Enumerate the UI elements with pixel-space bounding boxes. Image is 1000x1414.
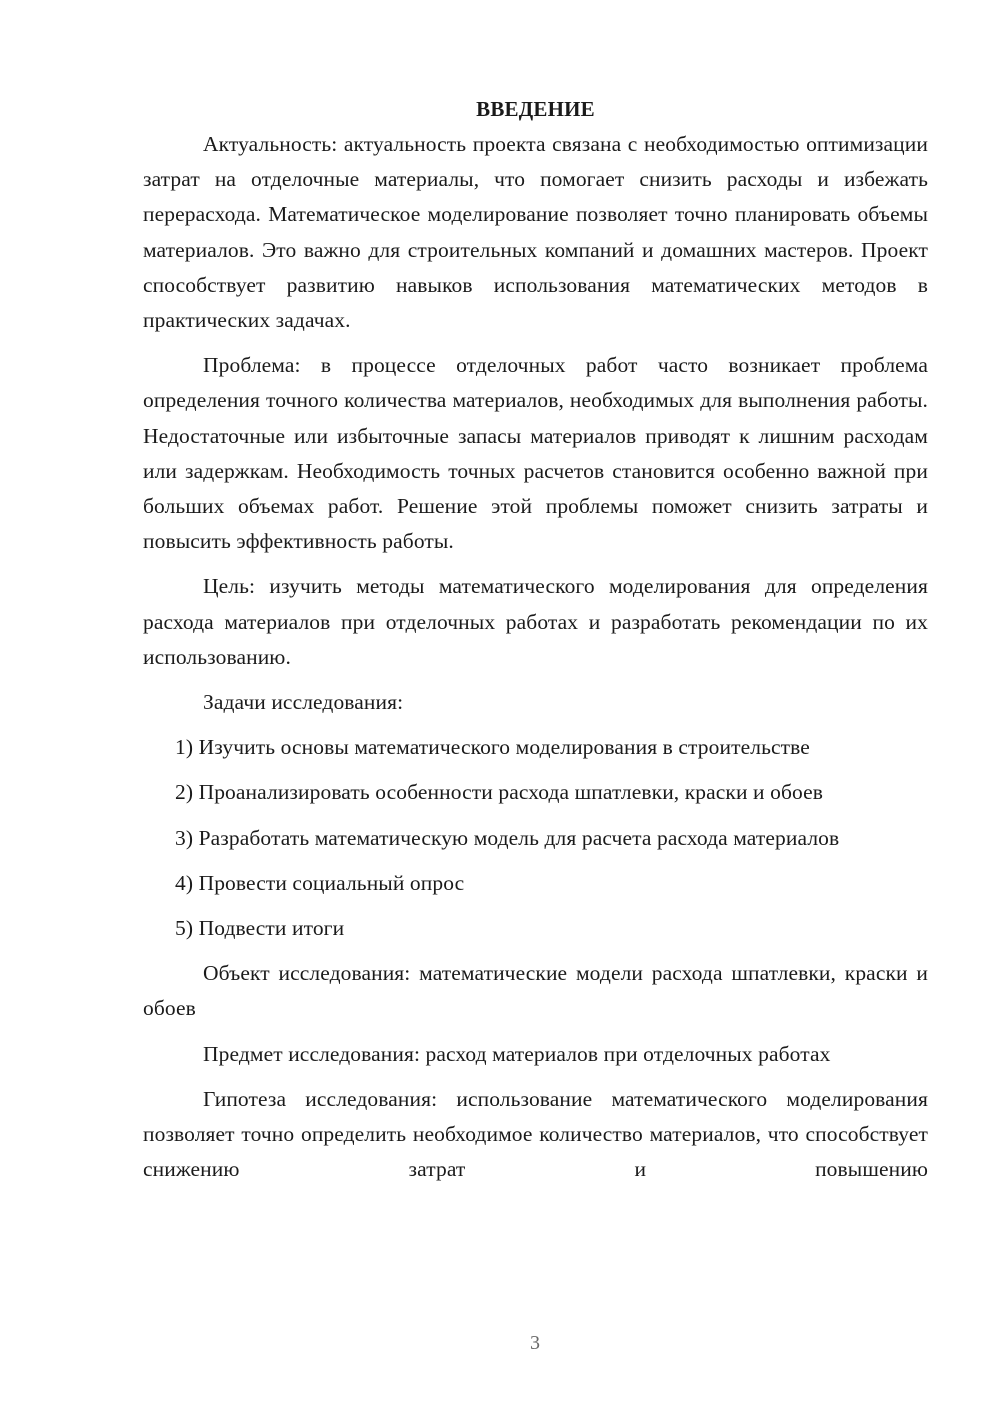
paragraph-subject: Предмет исследования: расход материалов при отделочных работах xyxy=(203,1041,831,1066)
document-page xyxy=(143,92,928,1197)
paragraph-actuality: Актуальность: актуальность проекта связана с необходимостью оптимизации затрат на отделочные материалы, что помогает снизить расходы и избежать перерасхода. Математическое моделирование позволяет точно планировать объемы материалов. Это важно для строительных компаний и домашних мастеров. Проект способствует развитию навыков использования математических методов в практических задачах. xyxy=(143,132,928,333)
section-heading: ВВЕДЕНИЕ xyxy=(476,97,595,121)
paragraph-tasks-intro: Задачи исследования: xyxy=(203,690,404,715)
task-item-5: 5) Подвести итоги xyxy=(175,916,345,941)
task-item-1: 1) Изучить основы математического моделирования в строительстве xyxy=(175,735,810,760)
paragraph-goal: Цель: изучить методы математического моделирования для определения расхода материалов при отделочных работах и разработать рекомендации по их использованию. xyxy=(143,574,928,669)
task-item-2: 2) Проанализировать особенности расхода шпатлевки, краски и обоев xyxy=(175,780,824,805)
task-item-3: 3) Разработать математическую модель для расчета расхода материалов xyxy=(175,825,840,850)
paragraph-problem: Проблема: в процессе отделочных работ часто возникает проблема определения точного количества материалов, необходимых для выполнения работы. Недостаточные или избыточные запасы материалов приводят к лишним расходам или задержкам. Необходимость точных расчетов становится особенно важной при больших объемах работ. Решение этой проблемы поможет снизить затраты и повысить эффективность работы. xyxy=(143,353,928,554)
paragraph-object: Объект исследования: математические модели расхода шпатлевки, краски и обоев xyxy=(143,961,928,1021)
paragraph-hypothesis: Гипотеза исследования: использование математического моделирования позволяет точно определить необходимое количество материалов, что способствует снижению затрат и повышению xyxy=(143,1086,928,1182)
task-item-4: 4) Провести социальный опрос xyxy=(175,870,465,895)
page-number: 3 xyxy=(530,1332,540,1354)
